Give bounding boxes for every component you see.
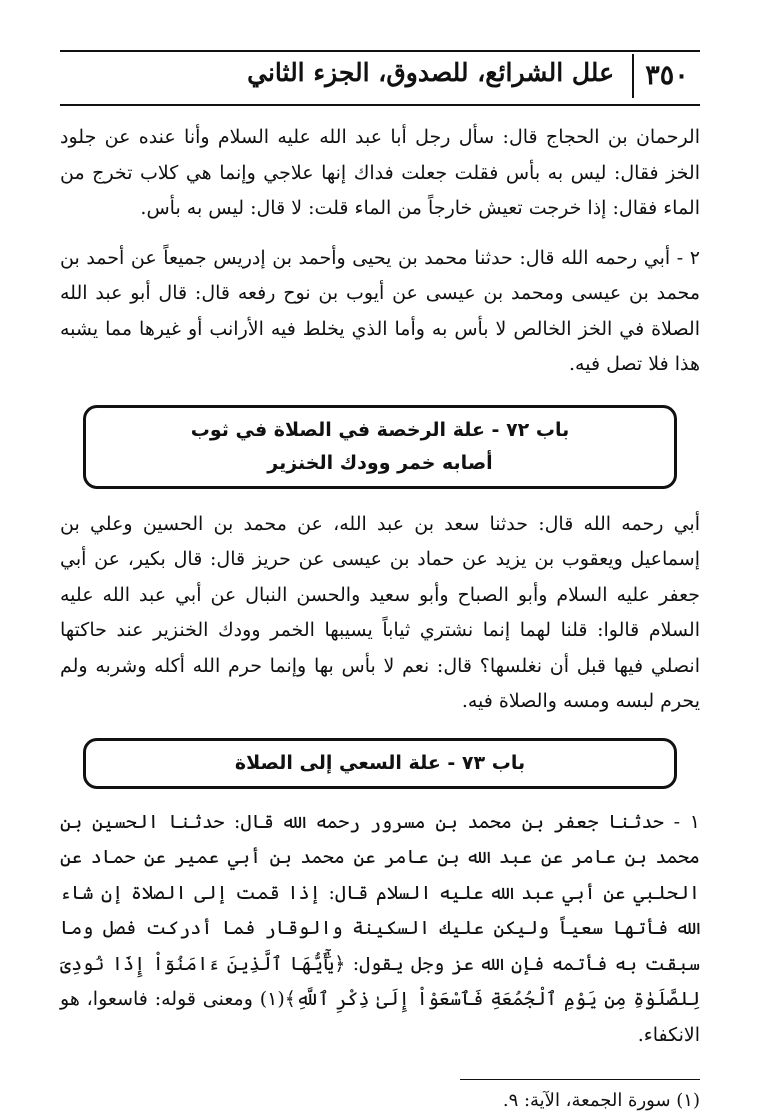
- chapter-72-heading: [83, 405, 677, 489]
- paragraph-1: الرحمان بن الحجاج قال: سأل رجل أبا عبد الله عليه السلام وأنا عنده عن جلود الخز فقال: ليس به بأس فقلت جعلت فداك إنها علاجي وإنما هي كلاب تخرج من الماء فقال: إذا خرجت تعيش خارجاً من الماء قلت: لا قال: ليس به بأس.: [60, 126, 700, 219]
- footnote-divider: [460, 1079, 700, 1080]
- chapter-73-line1: باب ٧٣ - علة السعي إلى الصلاة: [234, 751, 526, 774]
- chapter-72-line1: باب ٧٢ - علة الرخصة في الصلاة في ثوب: [190, 418, 570, 441]
- paragraph-4: ١ - حدثنا جعفر بن محمد بن مسرور رحمه الله قال: حدثنا الحسين بن محمد بن عامر عن عبد الله بن عامر عن محمد بن أبي عمير عن حماد عن الحلبي عن أبي عبد الله عليه السلام قال: إذا قمت إلى الصلاة إن شاء الله فأتها سعياً وليكن عليك السكينة والوقار فما أدركت فصل وما سبقت به فأتمه فإن الله عز وجل يقول: ﴿يَٰٓأَيُّهَا ٱلَّذِينَ ءَامَنُوٓاْ إِذَا نُودِىَ لِلصَّلَوٰةِ مِن يَوْمِ ٱلْجُمُعَةِ فَٱسْعَوْاْ إِلَىٰ ذِكْرِ ٱللَّهِ﴾(١) ومعنى قوله: فاسعوا، هو الانكفاء.: [60, 810, 700, 1046]
- paragraph-3: أبي رحمه الله قال: حدثنا سعد بن عبد الله، عن محمد بن الحسين وعلي بن إسماعيل ويعقوب بن يزيد عن حماد بن عيسى عن حريز قال: قال بكير، عن أبي جعفر عليه السلام وأبو الصباح وأبو سعيد والحسن النبال عن أبي عبد الله عليه السلام قالوا: قلنا لهما إنما نشتري ثياباً يسيبها الخمر وودك الخنزير عند حاكتها انصلي فيها قبل أن نغلسها؟ قال: نعم لا بأس بها وإنما حرم الله أكله وشربه ولم يحرم لبسه ومسه والصلاة فيه.: [60, 512, 700, 712]
- book-title: علل الشرائع، للصدوق، الجزء الثاني: [247, 58, 614, 87]
- footnote: (١) سورة الجمعة، الآية: ٩.: [502, 1090, 700, 1111]
- page-header: [60, 50, 700, 106]
- page-number: ٣٥٠: [632, 54, 700, 98]
- chapter-73-heading: [83, 738, 677, 789]
- chapter-72-line2: أصابه خمر وودك الخنزير: [267, 451, 493, 474]
- book-page: [60, 50, 700, 1111]
- paragraph-2: ٢ - أبي رحمه الله قال: حدثنا محمد بن يحيى وأحمد بن إدريس جميعاً عن أحمد بن محمد بن عيسى ومحمد بن عيسى عن أيوب بن نوح رفعه قال: قال أبو عبد الله الصلاة في الخز الخالص لا بأس به وأما الذي يخلط فيه الأرانب أو غيرها مما يشبه هذا فلا تصل فيه.: [60, 246, 700, 375]
